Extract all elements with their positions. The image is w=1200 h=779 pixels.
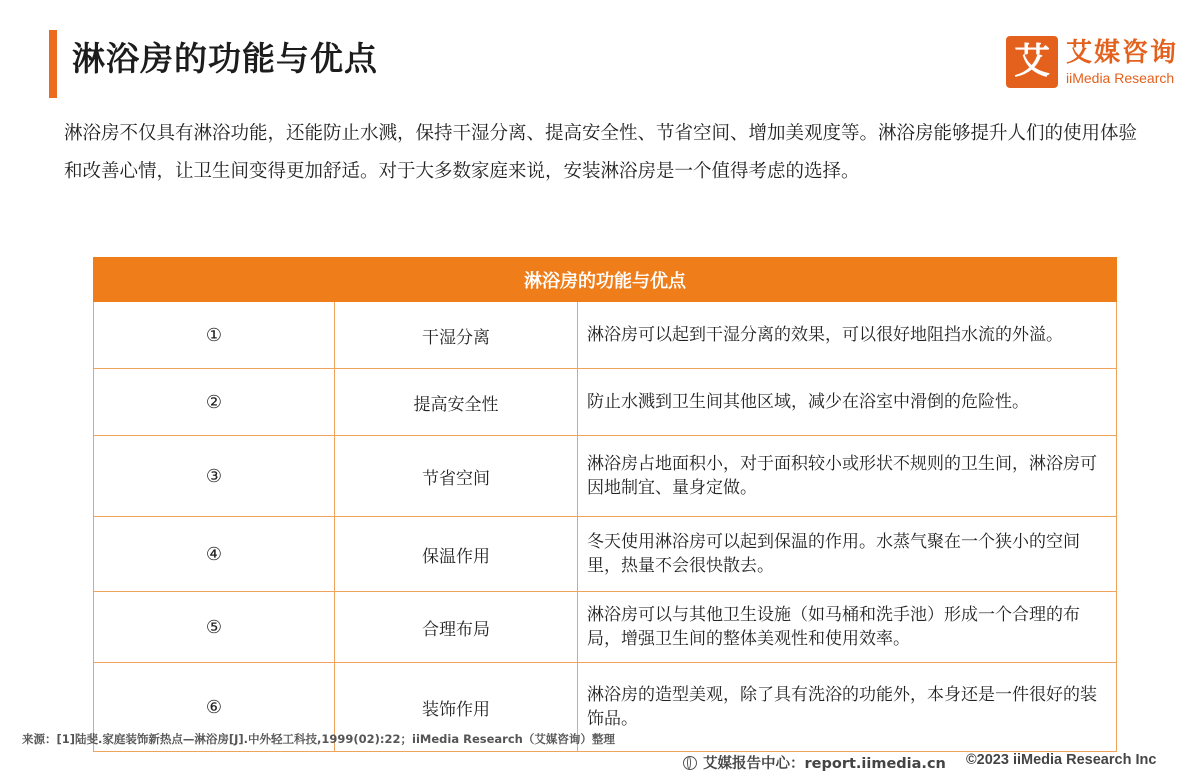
feature-name: 提高安全性 (335, 369, 578, 436)
table-row (94, 517, 1117, 592)
features-table-wrapper (93, 257, 1116, 752)
features-table (93, 257, 1117, 752)
feature-name: 保温作用 (335, 517, 578, 592)
feature-name: 干湿分离 (335, 302, 578, 369)
feature-description: 淋浴房可以起到干湿分离的效果，可以很好地阻挡水流的外溢。 (578, 302, 1117, 369)
logo-text (1066, 37, 1178, 87)
source-note: 来源：[1]陆斐.家庭装饰新热点—淋浴房[J].中外轻工科技,1999(02):22；iiMedia Research（艾媒咨询）整理 (22, 732, 615, 746)
feature-description: 淋浴房占地面积小，对于面积较小或形状不规则的卫生间，淋浴房可因地制宜、量身定做。 (578, 436, 1117, 517)
table-row (94, 369, 1117, 436)
feature-description: 淋浴房可以与其他卫生设施（如马桶和洗手池）形成一个合理的布局，增强卫生间的整体美观性和使用效率。 (578, 592, 1117, 663)
feature-description: 冬天使用淋浴房可以起到保温的作用。水蒸气聚在一个狭小的空间里，热量不会很快散去。 (578, 517, 1117, 592)
row-number: ② (94, 369, 335, 436)
intro-paragraph: 淋浴房不仅具有淋浴功能，还能防止水溅，保持干湿分离、提高安全性、节省空间、增加美观度等。淋浴房能够提升人们的使用体验和改善心情，让卫生间变得更加舒适。对于大多数家庭来说，安装淋浴房是一个值得考虑的选择。 (64, 123, 1138, 182)
row-number: ① (94, 302, 335, 369)
feature-name: 合理布局 (335, 592, 578, 663)
page-title: 淋浴房的功能与优点 (72, 39, 378, 78)
globe-icon (683, 756, 697, 770)
row-number: ⑤ (94, 592, 335, 663)
feature-name: 装饰作用 (335, 663, 578, 752)
row-number: ④ (94, 517, 335, 592)
table-row (94, 436, 1117, 517)
table-row (94, 302, 1117, 369)
row-number: ⑥ (94, 663, 335, 752)
table-header: 淋浴房的功能与优点 (94, 258, 1117, 302)
feature-description: 防止水溅到卫生间其他区域，减少在浴室中滑倒的危险性。 (578, 369, 1117, 436)
feature-description: 淋浴房的造型美观，除了具有洗浴的功能外，本身还是一件很好的装饰品。 (578, 663, 1117, 752)
logo-cn-text: 艾媒咨询 (1065, 38, 1178, 68)
logo-mark-icon: 艾 (1006, 36, 1058, 88)
footer-site-text: 艾媒报告中心：report.iimedia.cn (703, 756, 946, 772)
table-row (94, 592, 1117, 663)
title-accent-bar (49, 30, 57, 98)
logo-en-text: iiMedia Research (1065, 70, 1175, 86)
table-header-row (94, 258, 1117, 302)
brand-logo (1006, 36, 1178, 88)
footer-site (683, 752, 946, 773)
feature-name: 节省空间 (335, 436, 578, 517)
footer-copyright: ©2023 iiMedia Research Inc (966, 752, 1157, 768)
row-number: ③ (94, 436, 335, 517)
